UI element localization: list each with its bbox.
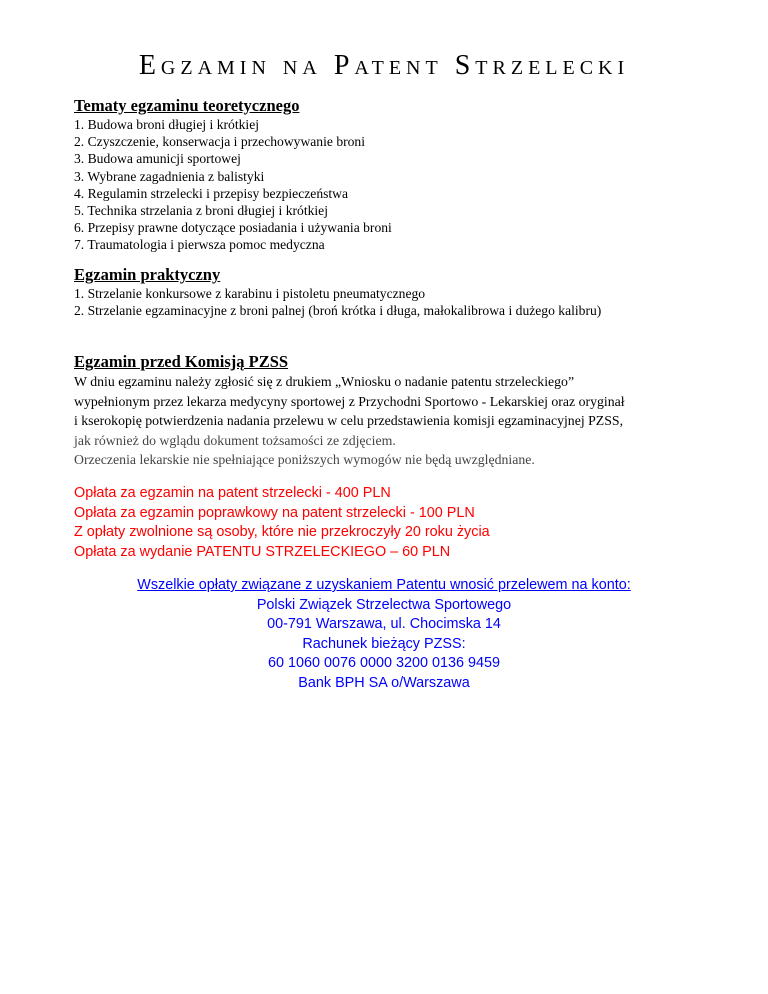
title-word: TRZELECKI [475,57,630,79]
practical-list [74,285,601,319]
title-initial: S [454,50,476,81]
theory-heading: Tematy egzaminu teoretycznego [74,96,300,115]
bank-line: Rachunek bieżący PZSS: [302,635,466,652]
fee-line: Opłata za egzamin na patent strzelecki - 400 PLN [74,485,391,501]
theory-topic-list [74,116,392,254]
commission-paragraph [74,372,714,470]
list-item: 3. Wybrane zagadnienia z balistyki [74,168,265,184]
fee-line: Opłata za wydanie PATENTU STRZELECKIEGO – 60 PLN [74,543,451,560]
paragraph-line: i kserokopię potwierdzenia nadania przelewu w celu przedstawienia komisji egzaminacyjnej PZSS, [74,413,624,428]
list-item: 5. Technika strzelania z broni długiej i krótkiej [74,203,328,219]
commission-heading: Egzamin przed Komisją PZSS [74,352,289,371]
paragraph-line: wypełnionym przez lekarza medycyny sportowej z Przychodni Sportowo - Lekarskiej oraz oryginał [74,393,625,409]
title-word: GZAMIN [160,57,271,79]
fee-line: Z opłaty zwolnione są osoby, które nie przekroczyły 20 roku życia [74,524,490,540]
list-item: 1. Strzelanie konkursowe z karabinu i pistoletu pneumatycznego [74,286,426,301]
paragraph-line: Orzeczenia lekarskie nie spełniające poniższych wymogów nie będą uwzględniane. [74,452,535,467]
list-item: 6. Przepisy prawne dotyczące posiadania i używania broni [74,220,392,236]
fees-block [74,484,490,562]
title-word: ATENT [354,57,443,79]
list-item: 4. Regulamin strzelecki i przepisy bezpieczeństwa [74,185,349,201]
list-item: 1. Budowa broni długiej i krótkiej [74,117,260,132]
page-title [0,50,768,82]
fee-line: Opłata za egzamin poprawkowy na patent strzelecki - 100 PLN [74,504,475,521]
payment-instruction: Wszelkie opłaty związane z uzyskaniem Patentu wnosić przelewem na konto: [137,577,631,593]
title-initial: E [138,50,161,81]
title-initial: P [333,50,355,81]
bank-account-number: 60 1060 0076 0000 3200 0136 9459 [267,655,501,671]
bank-line: 00-791 Warszawa, ul. Chocimska 14 [267,616,501,632]
list-item: 2. Strzelanie egzaminacyjne z broni palnej (broń krótka i długa, małokalibrowa i dużego kalibru) [74,303,602,319]
paragraph-line: W dniu egzaminu należy zgłosić się z drukiem „Wniosku o nadanie patentu strzeleckiego” [74,374,575,389]
paragraph-line: jak również do wglądu dokument tożsamości ze zdjęciem. [74,432,396,448]
list-item: 7. Traumatologia i pierwsza pomoc medyczna [74,237,325,253]
list-item: 3. Budowa amunicji sportowej [74,151,241,167]
bank-details-block [0,576,768,693]
title-word: NA [282,57,322,79]
practical-heading: Egzamin praktyczny [74,265,221,284]
list-item: 2. Czyszczenie, konserwacja i przechowywanie broni [74,134,366,150]
bank-line: Polski Związek Strzelectwa Sportowego [256,596,512,613]
bank-line: Bank BPH SA o/Warszawa [298,674,470,691]
